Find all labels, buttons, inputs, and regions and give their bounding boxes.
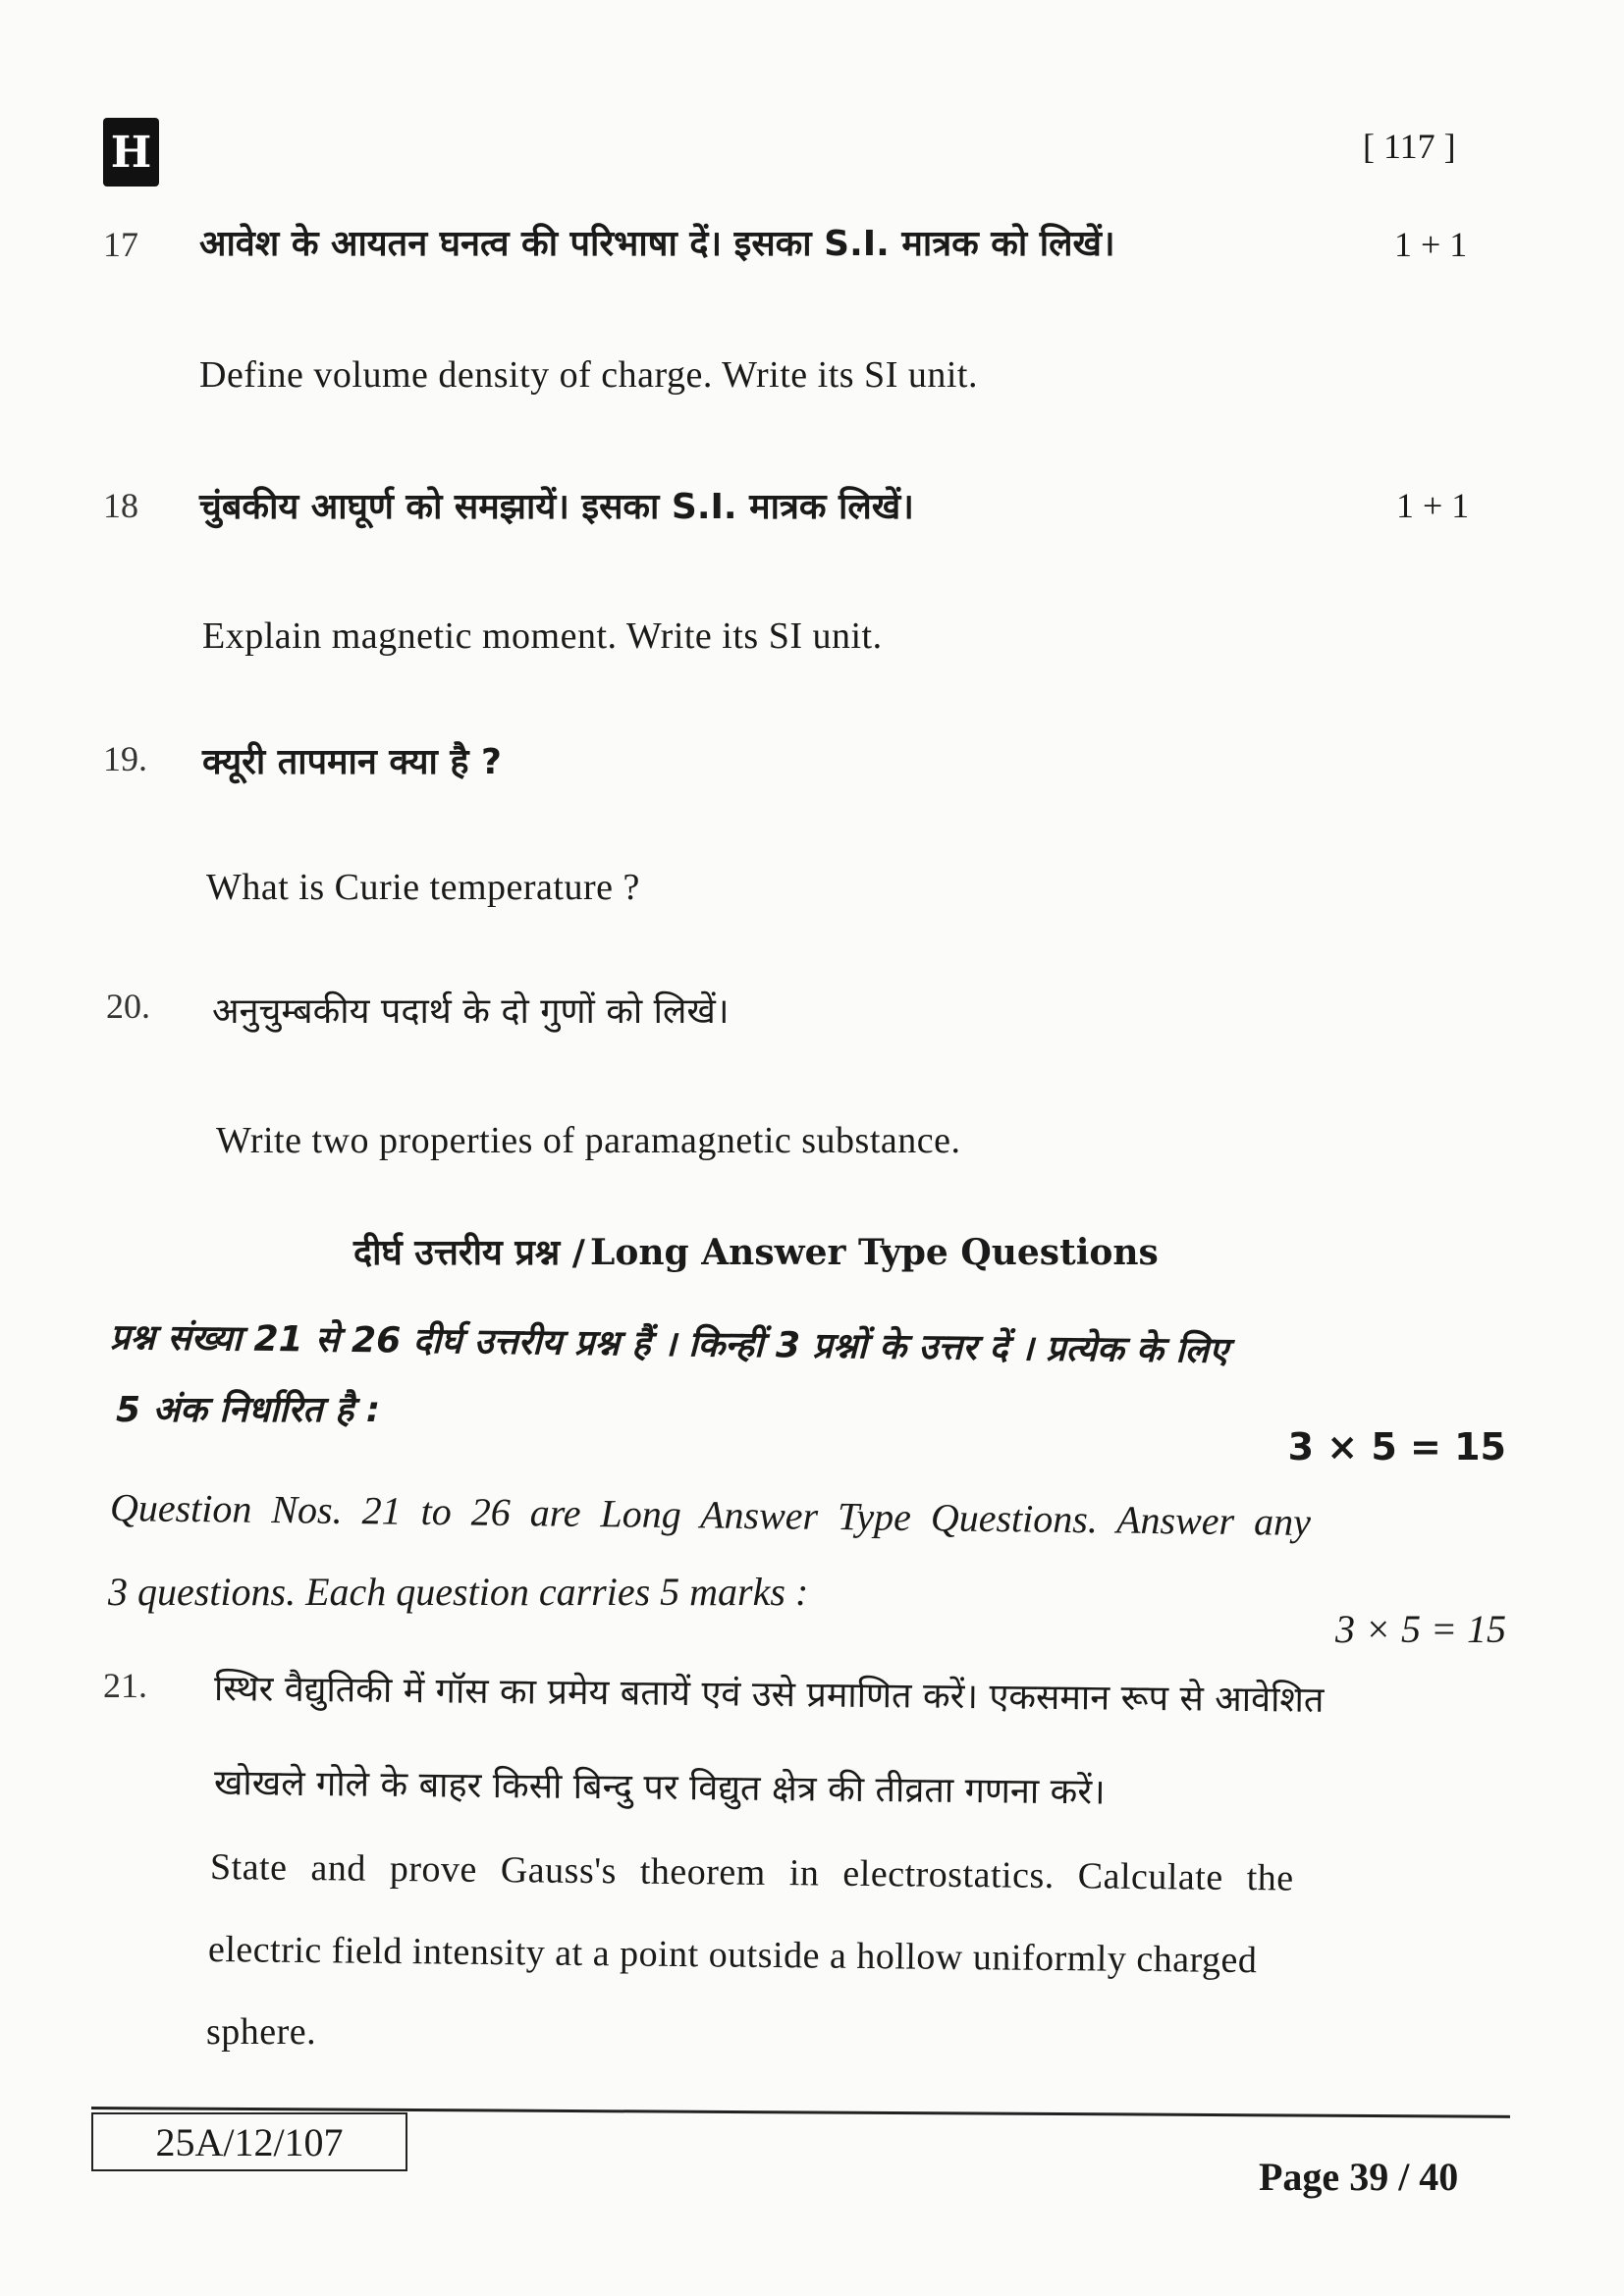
question-english-line2: electric field intensity at a point outside a hollow uniformly charged	[207, 1929, 1258, 1982]
marks-english: 3 × 5 = 15	[1335, 1607, 1506, 1651]
instructions-english-line2: 3 questions. Each question carries 5 marks :	[108, 1570, 809, 1614]
question-hindi: आवेश के आयतन घनत्व की परिभाषा दें। इसका S.I. मात्रक को लिखें।	[199, 224, 1115, 264]
page-reference: [ 117 ]	[1363, 127, 1456, 166]
instructions-hindi-line2: 5 अंक निर्धारित है :	[116, 1390, 381, 1430]
question-hindi-line2: खोखले गोले के बाहर किसी बिन्दु पर विद्युत क्षेत्र की तीव्रता गणना करें।	[213, 1763, 1106, 1813]
question-marks: 1 + 1	[1396, 486, 1470, 525]
question-number: 20.	[106, 987, 150, 1026]
section-heading-english: Long Answer Type Questions	[590, 1232, 1159, 1273]
question-english: Write two properties of paramagnetic substance.	[216, 1120, 961, 1161]
question-hindi-line1: स्थिर वैद्युतिकी में गॉस का प्रमेय बतायें एवं उसे प्रमाणित करें। एकसमान रूप से आवेशित	[213, 1669, 1325, 1721]
question-number: 17	[103, 225, 138, 264]
question-english: Explain magnetic moment. Write its SI unit.	[202, 615, 883, 657]
question-english-line1: State and prove Gauss's theorem in electrostatics. Calculate the	[209, 1846, 1294, 1899]
question-english: What is Curie temperature ?	[206, 867, 640, 908]
marks-hindi: 3 × 5 = 15	[1287, 1425, 1506, 1468]
section-heading	[353, 1227, 1159, 1275]
question-number: 21.	[103, 1666, 147, 1705]
set-code-badge: H	[103, 118, 159, 187]
question-english: Define volume density of charge. Write its SI unit.	[199, 354, 978, 396]
section-heading-hindi: दीर्घ उत्तरीय प्रश्न /	[353, 1233, 585, 1273]
question-hindi: क्यूरी तापमान क्या है ?	[202, 742, 502, 782]
question-number: 18	[103, 486, 138, 525]
question-english-line3: sphere.	[206, 2011, 317, 2053]
paper-code: 25A/12/107	[91, 2112, 407, 2171]
question-hindi: चुंबकीय आघूर्ण को समझायें। इसका S.I. मात्रक लिखें।	[199, 487, 914, 527]
question-hindi: अनुचुम्बकीय पदार्थ के दो गुणों को लिखें।	[212, 991, 730, 1032]
instructions-hindi-line1: प्रश्न संख्या 21 से 26 दीर्घ उत्तरीय प्रश्न हैं । किन्हीं 3 प्रश्नों के उत्तर दें । प्रत्येक के लिए	[109, 1317, 1229, 1371]
question-marks: 1 + 1	[1394, 225, 1468, 264]
instructions-english-line1: Question Nos. 21 to 26 are Long Answer Type Questions. Answer any	[109, 1485, 1312, 1544]
question-number: 19.	[103, 739, 147, 778]
page-number: Page 39 / 40	[1259, 2155, 1459, 2199]
